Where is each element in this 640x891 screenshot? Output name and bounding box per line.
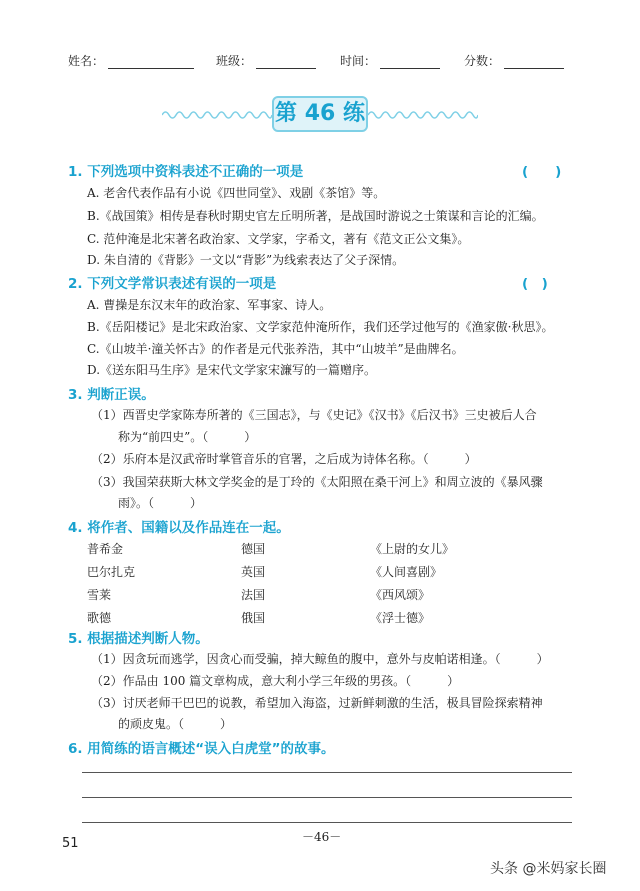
q1-option-a: A. 老舍代表作品有小说《四世同堂》、戏剧《茶馆》等。	[87, 186, 386, 200]
time-field[interactable]	[340, 52, 440, 69]
name-blank[interactable]	[108, 55, 194, 69]
q3-item-3-cont: 雨》。（ ）	[118, 496, 203, 510]
q5-item-2: （2）作品由 100 篇文章构成，意大利小学三年级的男孩。（ ）	[91, 674, 460, 688]
student-info-header	[68, 52, 588, 70]
author-item[interactable]: 巴尔扎克	[87, 565, 136, 579]
q1-option-c: C. 范仲淹是北宋著名政治家、文学家，字希文，著有《范文正公文集》。	[87, 232, 470, 246]
q2-title: 2. 下列文学常识表述有误的一项是	[68, 276, 277, 292]
class-label: 班级：	[216, 54, 253, 68]
name-field[interactable]	[68, 52, 194, 69]
q2-option-b: B.《岳阳楼记》是北宋政治家、文学家范仲淹所作，我们还学过他写的《渔家傲·秋思》。	[87, 320, 554, 334]
country-item[interactable]: 德国	[241, 542, 266, 556]
country-item[interactable]: 英国	[241, 565, 266, 579]
q5-item-1: （1）因贪玩而逃学，因贪心而受骗，掉大鲸鱼的腹中，意外与皮帕诺相逢。（ ）	[91, 652, 549, 666]
q5-item-3-cont: 的顽皮鬼。（ ）	[118, 717, 233, 731]
work-item[interactable]: 《上尉的女儿》	[370, 542, 455, 556]
author-item[interactable]: 普希金	[87, 542, 124, 556]
wave-decoration-right	[368, 108, 478, 122]
work-item[interactable]: 《人间喜剧》	[370, 565, 443, 579]
q3-item-1-cont: 称为“前四史”。（ ）	[118, 430, 257, 444]
q4-title: 4. 将作者、国籍以及作品连在一起。	[68, 520, 290, 536]
q1-option-b: B.《战国策》相传是春秋时期史官左丘明所著，是战国时游说之士策谋和言论的汇编。	[87, 209, 544, 223]
q5-title: 5. 根据描述判断人物。	[68, 631, 209, 647]
score-field[interactable]	[464, 52, 564, 69]
q3-item-3: （3）我国荣获斯大林文学奖金的是丁玲的《太阳照在桑干河上》和周立波的《暴风骤	[91, 475, 543, 489]
q2-option-c: C.《山坡羊·潼关怀古》的作者是元代张养浩，其中“山坡羊”是曲牌名。	[87, 342, 464, 356]
country-item[interactable]: 法国	[241, 588, 266, 602]
score-blank[interactable]	[504, 55, 564, 69]
class-field[interactable]	[216, 52, 316, 69]
answer-line[interactable]	[82, 772, 572, 773]
q3-item-1: （1）西晋史学家陈寿所著的《三国志》，与《史记》《汉书》《后汉书》三史被后人合	[91, 408, 537, 422]
q3-item-2: （2）乐府本是汉武帝时掌管音乐的官署，之后成为诗体名称。（ ）	[91, 452, 477, 466]
work-item[interactable]: 《西风颂》	[370, 588, 431, 602]
country-item[interactable]: 俄国	[241, 611, 266, 625]
wave-decoration-left	[162, 108, 272, 122]
watermark: 头条 @米妈家长圈	[490, 861, 607, 877]
q2-answer-paren[interactable]: ( )	[522, 276, 548, 292]
page-number-center: －46－	[302, 830, 342, 844]
score-label: 分数：	[464, 54, 501, 68]
q2-option-a: A. 曹操是东汉末年的政治家、军事家、诗人。	[87, 298, 332, 312]
q1-answer-paren[interactable]: ( )	[522, 164, 562, 180]
q2-option-d: D.《送东阳马生序》是宋代文学家宋濂写的一篇赠序。	[87, 363, 377, 377]
page-number-side: 51	[62, 836, 79, 851]
answer-line[interactable]	[82, 797, 572, 798]
author-item[interactable]: 歌德	[87, 611, 112, 625]
time-label: 时间：	[340, 54, 377, 68]
q1-title: 1. 下列选项中资料表述不正确的一项是	[68, 164, 304, 180]
exercise-title-area	[0, 96, 640, 136]
q5-item-3: （3）讨厌老师干巴巴的说教，希望加入海盗，过新鲜刺激的生活，极具冒险探索精神	[91, 696, 543, 710]
q3-title: 3. 判断正误。	[68, 387, 155, 403]
name-label: 姓名：	[68, 54, 105, 68]
work-item[interactable]: 《浮士德》	[370, 611, 431, 625]
author-item[interactable]: 雪莱	[87, 588, 112, 602]
q6-title: 6. 用简练的语言概述“误入白虎堂”的故事。	[68, 741, 335, 757]
q1-option-d: D. 朱自清的《背影》一文以“背影”为线索表达了父子深情。	[87, 253, 405, 267]
exercise-title-badge: 第 46 练	[272, 96, 368, 132]
time-blank[interactable]	[380, 55, 440, 69]
answer-line[interactable]	[82, 822, 572, 823]
class-blank[interactable]	[256, 55, 316, 69]
